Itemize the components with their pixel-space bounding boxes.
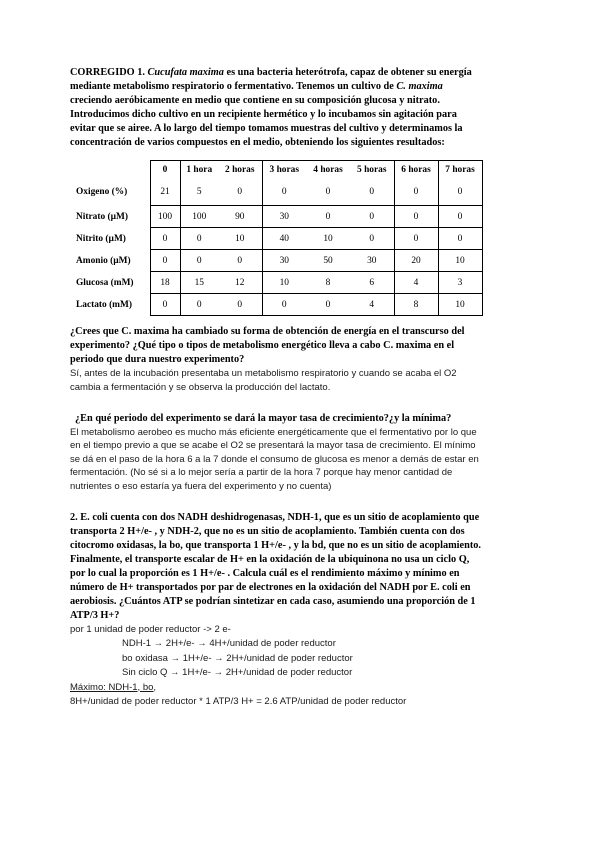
table-cell: 0 xyxy=(350,178,394,206)
answer-3-final-line: 8H+/unidad de poder reductor * 1 ATP/3 H+ = 2.6 ATP/unidad de poder reductor xyxy=(70,696,407,708)
table-row-label: Glucosa (mM) xyxy=(70,272,150,294)
table-cell: 0 xyxy=(350,206,394,228)
results-table xyxy=(70,160,483,316)
table-cell: 0 xyxy=(262,294,306,316)
table-cell: 10 xyxy=(438,294,482,316)
table-col-header-6: 6 horas xyxy=(394,161,438,179)
intro-lead-label: CORREGIDO 1. xyxy=(70,67,145,78)
table-cell: 0 xyxy=(306,178,350,206)
document-content xyxy=(70,66,482,709)
table-cell: 30 xyxy=(262,206,306,228)
table-cell: 6 xyxy=(350,272,394,294)
results-table-body xyxy=(70,178,482,316)
table-col-header-0: 0 xyxy=(150,161,180,179)
table-cell: 21 xyxy=(150,178,180,206)
table-cell: 0 xyxy=(262,178,306,206)
table-cell: 10 xyxy=(438,250,482,272)
table-cell: 0 xyxy=(180,294,218,316)
answer-2: El metabolismo aerobeo es mucho más eficiente energéticamente que el fermentativo por lo que en el tiempo previo a que se acabe el O2 se presentará la mayor tasa de crecimiento. El mínimo se dá en el paso de la hora 6 a la 7 donde el consumo de glucosa es menor a demás de estar en fermentación. (No sé si a lo mejor sería a partir de la hora 7 porque hay menor cantidad de nutrientes o eso estaría ya fuera del experimento y no cuenta) xyxy=(70,426,479,493)
intro-species-italic-2: C. maxima xyxy=(396,81,443,93)
table-col-header-5: 5 horas xyxy=(350,161,394,179)
table-row-label: Nitrato (µM) xyxy=(70,206,150,228)
table-cell: 40 xyxy=(262,228,306,250)
table-cell: 10 xyxy=(218,228,262,250)
table-cell: 0 xyxy=(394,206,438,228)
intro-species-italic: Cucufata maxima xyxy=(147,67,224,78)
results-table-head xyxy=(70,161,482,179)
table-cell: 0 xyxy=(394,178,438,206)
table-cell: 0 xyxy=(438,228,482,250)
question-3: 2. E. coli cuenta con dos NADH deshidrogenasas, NDH-1, que es un sitio de acoplamiento que transporta 2 H+/e- , y NDH-2, que no es un sitio de acoplamiento. También cuenta con dos citocromo oxidasas, la bo, que transporta 1 H+/e- , y la bd, que no es un sitio de acoplamiento. Finalmente, el transporte escalar de H+ en la oxidación de la ubiquinona no usa un ciclo Q, por lo cual la proporción es 1 H+/e- . Calcula cuál es el rendimiento máximo y mínimo en número de H+ transportados por par de electrones en la oxidación del NADH por E. coli en aerobiosis. ¿Cuántos ATP se podrían sintetizar en cada caso, asumiendo una proporción de 1 ATP/3 H+? xyxy=(70,511,481,621)
table-cell: 4 xyxy=(394,272,438,294)
table-row xyxy=(70,178,482,206)
table-row-label: Amonio (µM) xyxy=(70,250,150,272)
answer-1: Sí, antes de la incubación presentaba un metabolismo respiratorio y cuando se acaba el O2 cambia a fermentación y se observa la producción del lactato. xyxy=(70,368,457,394)
table-col-header-7: 7 horas xyxy=(438,161,482,179)
table-header-row xyxy=(70,161,482,179)
answer-3-equation-line: Sin ciclo Q → 1H+/e- → 2H+/unidad de poder reductor xyxy=(122,667,353,679)
table-cell: 100 xyxy=(150,206,180,228)
table-cell: 0 xyxy=(218,178,262,206)
table-col-header-4: 4 horas xyxy=(306,161,350,179)
table-cell: 8 xyxy=(394,294,438,316)
table-cell: 4 xyxy=(350,294,394,316)
table-cell: 0 xyxy=(150,228,180,250)
table-cell: 10 xyxy=(306,228,350,250)
table-cell: 0 xyxy=(394,228,438,250)
table-cell: 0 xyxy=(218,250,262,272)
question-2: ¿En qué periodo del experimento se dará la mayor tasa de crecimiento?¿y la mínima? xyxy=(75,412,452,424)
table-cell: 0 xyxy=(306,294,350,316)
table-row xyxy=(70,250,482,272)
table-cell: 0 xyxy=(218,294,262,316)
question-1: ¿Crees que C. maxima ha cambiado su forma de obtención de energía en el transcurso del experimento? ¿Qué tipo o tipos de metabolismo energético lleva a cabo C. maxima en el periodo que dura nuestro experimento? xyxy=(70,326,465,366)
table-cell: 5 xyxy=(180,178,218,206)
table-cell: 15 xyxy=(180,272,218,294)
table-cell: 0 xyxy=(150,250,180,272)
answer-3-intro: por 1 unidad de poder reductor -> 2 e- xyxy=(70,624,231,635)
table-cell: 0 xyxy=(350,228,394,250)
table-col-header-3: 3 horas xyxy=(262,161,306,179)
table-row xyxy=(70,228,482,250)
table-cell: 18 xyxy=(150,272,180,294)
spacer xyxy=(70,395,482,412)
table-row-label: Nitrito (µM) xyxy=(70,228,150,250)
table-cell: 0 xyxy=(150,294,180,316)
table-cell: 90 xyxy=(218,206,262,228)
table-cell: 100 xyxy=(180,206,218,228)
table-cell: 3 xyxy=(438,272,482,294)
answer-3-equation-line: bo oxidasa → 1H+/e- → 2H+/unidad de poder reductor xyxy=(122,652,353,664)
results-table-wrapper xyxy=(70,160,482,316)
table-row xyxy=(70,206,482,228)
table-cell: 8 xyxy=(306,272,350,294)
table-cell: 0 xyxy=(180,228,218,250)
table-cell: 0 xyxy=(438,206,482,228)
answer-3-equation-line: NDH-1 → 2H+/e- → 4H+/unidad de poder reductor xyxy=(122,638,336,650)
table-col-header-2: 2 horas xyxy=(218,161,262,179)
table-row-label: Oxigeno (%) xyxy=(70,178,150,206)
intro-text-part-1: es una bacteria heterótrofa, capaz de obtener su energía mediante metabolismo respiratorio o fermentativo. Tenemos un cultivo de xyxy=(70,67,472,93)
table-cell: 30 xyxy=(262,250,306,272)
answer-3-maximo-wrapper xyxy=(70,681,482,695)
intro-paragraph xyxy=(70,66,482,150)
table-cell: 20 xyxy=(394,250,438,272)
table-col-header-1: 1 hora xyxy=(180,161,218,179)
table-cell: 50 xyxy=(306,250,350,272)
table-corner-cell xyxy=(70,161,150,179)
table-cell: 12 xyxy=(218,272,262,294)
intro-text-part-2: creciendo aeróbicamente en medio que contiene en su composición glucosa y nitrato. Introducimos dicho cultivo en un recipiente hermético y lo incubamos sin agitación para evitar que se airee. A lo largo del tiempo tomamos muestras del cultivo y determinamos la concentración de varios compuestos en el medio, obteniendo los siguientes resultados: xyxy=(70,95,463,149)
table-row xyxy=(70,272,482,294)
table-cell: 0 xyxy=(306,206,350,228)
table-cell: 30 xyxy=(350,250,394,272)
table-cell: 10 xyxy=(262,272,306,294)
table-cell: 0 xyxy=(180,250,218,272)
table-row xyxy=(70,294,482,316)
spacer xyxy=(70,494,482,511)
table-row-label: Lactato (mM) xyxy=(70,294,150,316)
answer-3-maximo-label: Máximo: NDH-1, bo, xyxy=(70,681,157,693)
table-cell: 0 xyxy=(438,178,482,206)
